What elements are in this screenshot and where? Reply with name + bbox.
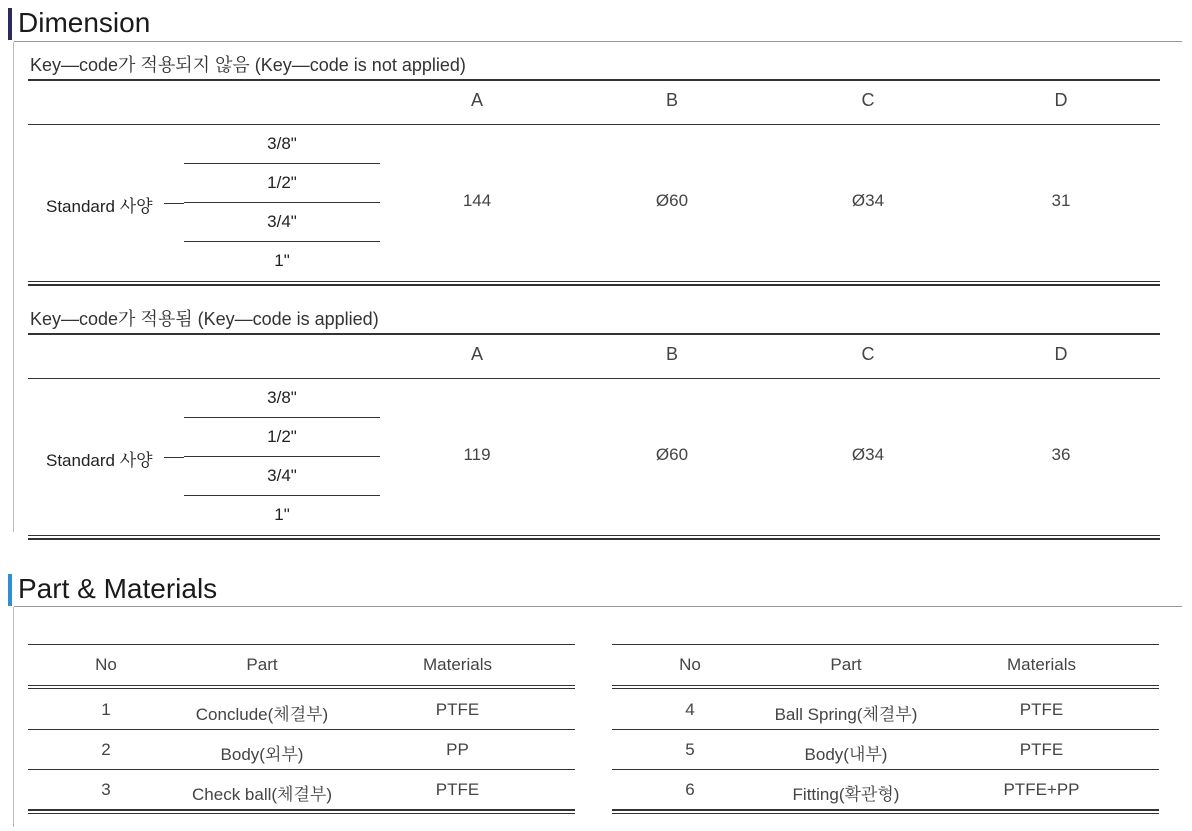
size-item: 1" xyxy=(184,495,380,534)
cell-no: 3 xyxy=(101,780,111,799)
materials-title-rule xyxy=(14,606,1182,607)
cell-part: Body(외부) xyxy=(220,745,304,764)
table2-value-a: 119 xyxy=(463,445,491,464)
cell-material: PTFE+PP xyxy=(1003,780,1080,799)
table1-size-list xyxy=(184,125,380,280)
cell-part: Ball Spring(체결부) xyxy=(774,705,918,724)
size-item: 3/8" xyxy=(267,388,297,407)
size-item: 1" xyxy=(184,241,380,280)
table2-header-b: B xyxy=(665,344,678,364)
table2-bottom-rule xyxy=(28,535,1160,536)
table1-header-b: B xyxy=(665,90,678,110)
dimension-table-applied xyxy=(28,333,1160,540)
table1-row-label: Standard 사양 xyxy=(46,197,153,216)
table2-header-a: A xyxy=(470,344,483,364)
table2-header-row xyxy=(28,333,1160,375)
cell-material: PTFE xyxy=(1019,700,1064,719)
table2-header-c: C xyxy=(861,344,875,364)
table2-header-d: D xyxy=(1054,344,1068,364)
table2-size-list xyxy=(184,379,380,534)
cell-no: 2 xyxy=(101,740,111,759)
table1-header-d: D xyxy=(1054,90,1068,110)
table-row xyxy=(612,770,1159,811)
table2-value-b: Ø60 xyxy=(655,445,689,464)
cell-no: 5 xyxy=(685,740,695,759)
size-item: 3/4" xyxy=(184,456,380,495)
table1-value-a: 144 xyxy=(462,191,492,210)
table1-value-c: Ø34 xyxy=(851,191,885,210)
materials-right-header xyxy=(612,645,1159,686)
table2-value-c: Ø34 xyxy=(851,445,885,464)
size-item: 1/2" xyxy=(184,163,380,202)
materials-table-right xyxy=(612,644,1159,811)
header-part: Part xyxy=(830,655,862,674)
dimension-table-not-applied xyxy=(28,79,1160,286)
size-item: 3/4" xyxy=(184,202,380,241)
table1-subtitle: Key—code가 적용되지 않음 (Key—code is not applied) xyxy=(30,55,466,75)
cell-material: PTFE xyxy=(435,700,480,719)
table1-bottom-rule xyxy=(28,281,1160,282)
materials-title: Part & Materials xyxy=(8,574,217,606)
table-row xyxy=(28,770,575,811)
cell-no: 6 xyxy=(685,780,695,799)
header-materials: Materials xyxy=(1007,655,1076,674)
table1-value-b: Ø60 xyxy=(655,191,689,210)
materials-table-left xyxy=(28,644,575,811)
table2-value-d: 36 xyxy=(1051,445,1071,464)
materials-side-rule xyxy=(13,607,14,827)
table1-bottom-rule-double xyxy=(28,284,1160,286)
table-row xyxy=(612,690,1159,730)
table1-header-c: C xyxy=(861,90,875,110)
header-part: Part xyxy=(246,655,278,674)
table2-label-connector xyxy=(164,457,184,458)
dimension-side-rule xyxy=(13,42,14,532)
dimension-title: Dimension xyxy=(8,8,150,40)
table1-header-row xyxy=(28,79,1160,121)
table2-bottom-rule-double xyxy=(28,538,1160,540)
table2-body-row xyxy=(28,378,1160,535)
table-row xyxy=(28,730,575,770)
table1-label-connector xyxy=(164,203,184,204)
cell-part: Check ball(체결부) xyxy=(192,785,332,804)
cell-no: 1 xyxy=(101,700,111,719)
cell-part: Body(내부) xyxy=(804,745,888,764)
cell-part: Fitting(확관형) xyxy=(792,785,900,804)
table-row xyxy=(28,690,575,730)
cell-part: Conclude(체결부) xyxy=(195,705,329,724)
header-materials: Materials xyxy=(423,655,492,674)
table-row xyxy=(612,730,1159,770)
table1-body-row xyxy=(28,124,1160,281)
table1-header-a: A xyxy=(470,90,483,110)
materials-left-header xyxy=(28,645,575,686)
header-no: No xyxy=(95,655,117,674)
table2-row-label: Standard 사양 xyxy=(46,451,153,470)
header-no: No xyxy=(679,655,701,674)
table1-value-d: 31 xyxy=(1051,191,1071,210)
table2-subtitle: Key—code가 적용됨 (Key—code is applied) xyxy=(30,309,379,329)
size-item: 1/2" xyxy=(184,417,380,456)
cell-no: 4 xyxy=(685,700,695,719)
cell-material: PTFE xyxy=(1019,740,1064,759)
dimension-title-rule xyxy=(14,41,1182,42)
cell-material: PTFE xyxy=(435,780,480,799)
cell-material: PP xyxy=(446,740,469,759)
size-item: 3/8" xyxy=(267,134,297,153)
